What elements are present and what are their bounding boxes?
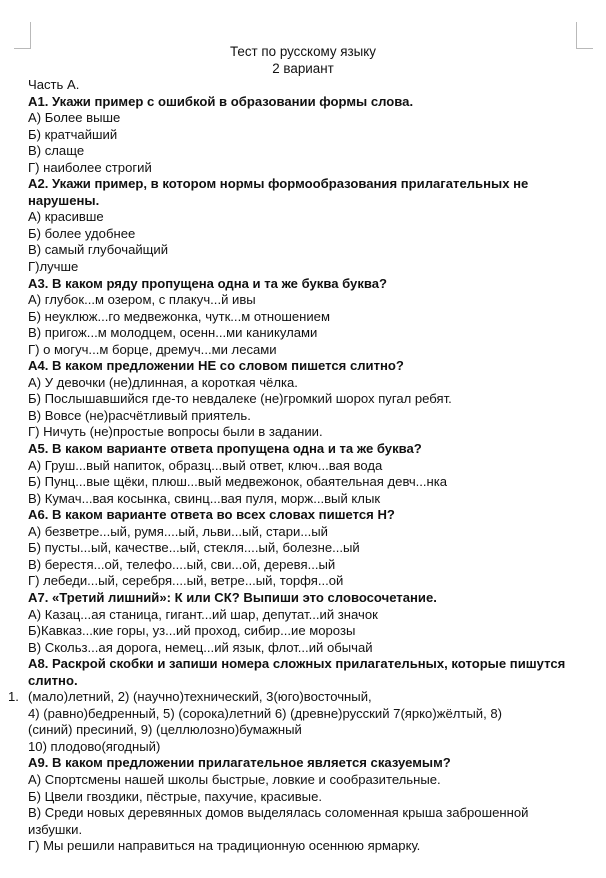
option-a8-line-3: (синий) пресиний, 9) (целлюлозно)бумажный <box>28 722 302 738</box>
test-document <box>0 44 606 855</box>
question-a9: А9. В каком предложении прилагательное является сказуемым? <box>28 755 451 771</box>
part-heading: Часть А. <box>28 77 80 92</box>
option-a9-a: А) Спортсмены нашей школы быстрые, ловкие и сообразительные. <box>28 771 441 787</box>
option-a2-d: Г)лучше <box>28 259 79 275</box>
question-a4: А4. В каком предложении НЕ со словом пишется слитно? <box>28 358 404 374</box>
option-a3-a: А) глубок...м озером, с плакуч...й ивы <box>28 292 256 308</box>
option-a9-b: Б) Цвели гвоздики, пёстрые, пахучие, красивые. <box>28 788 323 804</box>
option-a4-c: В) Вовсе (не)расчётливый приятель. <box>28 407 251 423</box>
option-a6-d: Г) лебеди...ый, серебря....ый, ветре...ый, торфя...ой <box>28 573 344 589</box>
option-a2-b: Б) более удобнее <box>28 225 136 241</box>
question-a8: А8. Раскрой скобки и запиши номера сложных прилагательных, которые пишутся слитно. <box>28 656 566 688</box>
question-a1: А1. Укажи пример с ошибкой в образовании формы слова. <box>28 93 414 109</box>
option-a9-c: В) Среди новых деревянных домов выделялась соломенная крыша заброшенной избушки. <box>28 805 529 837</box>
option-a3-c: В) пригож...м молодцем, осенн...ми каникулами <box>28 325 318 341</box>
option-a7-b: Б)Кавказ...кие горы, уз...ий проход, сибир...ие морозы <box>28 623 356 639</box>
option-a1-d: Г) наиболее строгий <box>28 159 152 175</box>
question-a2: А2. Укажи пример, в котором нормы формообразования прилагательных не нарушены. <box>28 176 529 208</box>
option-a6-a: А) безветре...ый, румя....ый, льви...ый, стари...ый <box>28 523 328 539</box>
question-a6: А6. В каком варианте ответа во всех словах пишется Н? <box>28 507 395 523</box>
document-subtitle: 2 вариант <box>272 60 334 76</box>
option-a6-b: Б) пусты...ый, качестве...ый, стекля....ый, болезне...ый <box>28 540 360 556</box>
list-number: 1. <box>8 689 19 705</box>
option-a2-c: В) самый глубочайщий <box>28 242 169 258</box>
option-a3-d: Г) о могуч...м борце, дремуч...ми лесами <box>28 341 277 357</box>
option-a7-c: В) Скольз...ая дорога, немец...ий язык, флот...ий обычай <box>28 639 373 655</box>
option-a3-b: Б) неуклюж...го медвежонка, чутк...м отношением <box>28 308 330 324</box>
option-a9-d: Г) Мы решили направиться на традиционную осеннюю ярмарку. <box>28 838 421 854</box>
option-a1-a: А) Более выше <box>28 110 121 126</box>
option-a2-a: А) красивше <box>28 209 104 225</box>
option-a5-b: Б) Пунц...вые щёки, плюш...вый медвежонок, обаятельная девч...нка <box>28 474 448 490</box>
option-a4-a: А) У девочки (не)длинная, а короткая чёлка. <box>28 374 298 390</box>
option-a7-a: А) Казац...ая станица, гигант...ий шар, депутат...ий значок <box>28 606 378 622</box>
option-a1-c: В) слаще <box>28 143 85 159</box>
option-a8-text-1: (мало)летний, 2) (научно)технический, 3(юго)восточный, <box>28 689 372 705</box>
option-a8-line-4: 10) плодово(ягодный) <box>28 738 161 754</box>
option-a4-d: Г) Ничуть (не)простые вопросы были в задании. <box>28 424 323 440</box>
option-a8-line-1 <box>0 689 606 706</box>
option-a5-a: А) Груш...вый напиток, образц...вый ответ, ключ...вая вода <box>28 457 383 473</box>
question-a5: А5. В каком варианте ответа пропущена одна и та же буква? <box>28 441 422 457</box>
question-a3: А3. В каком ряду пропущена одна и та же буква буква? <box>28 275 388 291</box>
option-a1-b: Б) кратчайший <box>28 126 118 142</box>
option-a8-line-2: 4) (равно)бедренный, 5) (сорока)летний 6) (древне)русский 7(ярко)жёлтый, 8) <box>28 705 503 721</box>
option-a6-c: В) берестя...ой, телефо....ый, сви...ой, деревя...ый <box>28 556 336 572</box>
option-a4-b: Б) Послышавшийся где-то невдалеке (не)громкий шорох пугал ребят. <box>28 391 452 407</box>
question-a7: А7. «Третий лишний»: К или СК? Выпиши это словосочетание. <box>28 589 437 605</box>
option-a5-c: В) Кумач...вая косынка, свинц...вая пуля, морж...вый клык <box>28 490 381 506</box>
document-title: Тест по русскому языку <box>229 44 377 59</box>
